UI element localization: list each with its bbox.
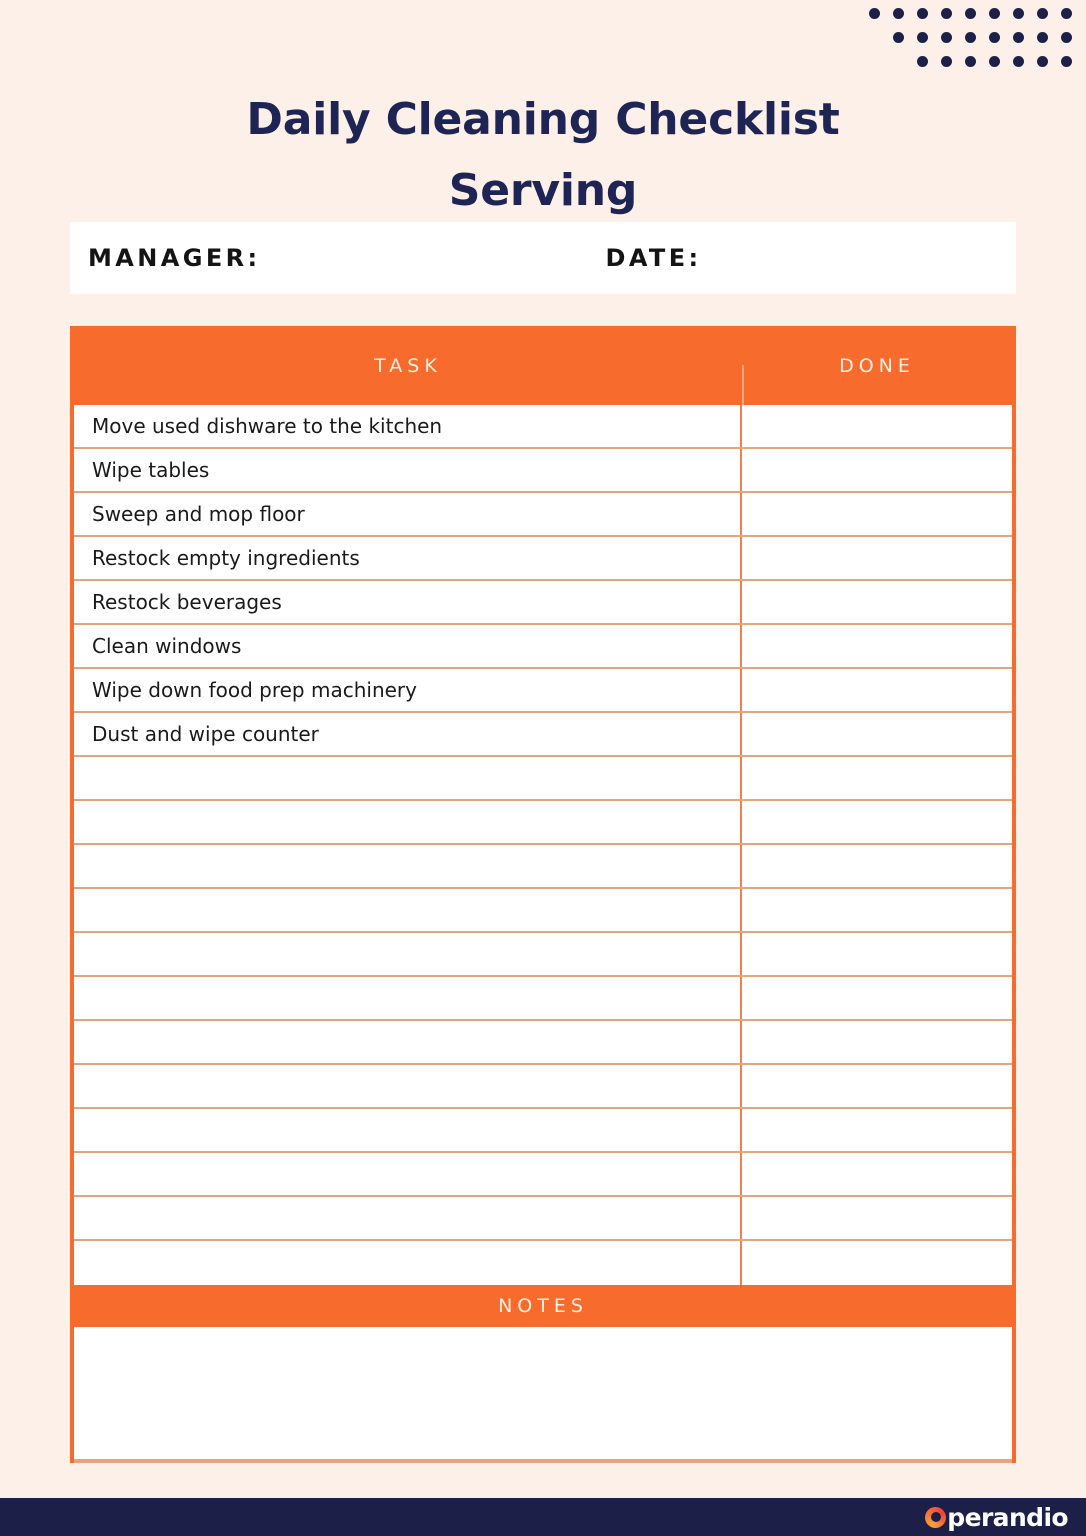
- dot-icon: [989, 56, 1000, 67]
- done-checkbox-cell[interactable]: [740, 1197, 1012, 1239]
- dot-grid-row-3: [917, 56, 1072, 67]
- dot-icon: [1061, 32, 1072, 43]
- table-row: [74, 845, 1012, 889]
- dot-grid-row-1: [869, 8, 1072, 19]
- notes-input-area[interactable]: [74, 1327, 1012, 1463]
- done-checkbox-cell[interactable]: [740, 801, 1012, 843]
- dot-icon: [869, 8, 880, 19]
- done-checkbox-cell[interactable]: [740, 977, 1012, 1019]
- task-cell[interactable]: [74, 845, 740, 887]
- done-checkbox-cell[interactable]: [740, 889, 1012, 931]
- dot-icon: [917, 56, 928, 67]
- task-cell[interactable]: [74, 977, 740, 1019]
- notes-header: NOTES: [74, 1285, 1012, 1327]
- dot-grid-row-2: [893, 32, 1072, 43]
- task-cell[interactable]: [74, 1241, 740, 1285]
- table-row: [74, 713, 1012, 757]
- checklist-rows: [74, 405, 1012, 1285]
- task-cell[interactable]: [74, 1065, 740, 1107]
- column-header-task: TASK: [374, 354, 442, 377]
- dot-icon: [965, 32, 976, 43]
- table-row: [74, 625, 1012, 669]
- header-column-divider: [742, 365, 744, 405]
- task-cell[interactable]: Move used dishware to the kitchen: [92, 414, 443, 438]
- task-cell[interactable]: [74, 801, 740, 843]
- done-checkbox-cell[interactable]: [740, 1153, 1012, 1195]
- task-cell[interactable]: [74, 1109, 740, 1151]
- done-checkbox-cell[interactable]: [740, 1021, 1012, 1063]
- table-row: [74, 977, 1012, 1021]
- table-row: [74, 581, 1012, 625]
- table-header-row: [74, 326, 1012, 405]
- done-checkbox-cell[interactable]: [740, 1109, 1012, 1151]
- manager-label: MANAGER:: [88, 244, 261, 272]
- dot-icon: [941, 8, 952, 19]
- page-title-line-1: Daily Cleaning Checklist: [246, 94, 840, 145]
- table-row: [74, 669, 1012, 713]
- table-row: [74, 933, 1012, 977]
- table-row: [74, 405, 1012, 449]
- done-checkbox-cell[interactable]: [740, 1241, 1012, 1285]
- done-checkbox-cell[interactable]: [740, 537, 1012, 579]
- operandio-logo-text: perandio: [947, 1502, 1068, 1532]
- table-row: [74, 1021, 1012, 1065]
- dot-icon: [1013, 8, 1024, 19]
- dot-icon: [989, 8, 1000, 19]
- table-row: [74, 1241, 1012, 1285]
- done-checkbox-cell[interactable]: [740, 449, 1012, 491]
- dot-grid-decoration: [869, 8, 1072, 67]
- task-cell[interactable]: [74, 933, 740, 975]
- done-checkbox-cell[interactable]: [740, 493, 1012, 535]
- dot-icon: [965, 56, 976, 67]
- task-cell[interactable]: [74, 889, 740, 931]
- task-cell[interactable]: Dust and wipe counter: [92, 722, 319, 746]
- dot-icon: [1013, 56, 1024, 67]
- table-row: [74, 889, 1012, 933]
- task-cell[interactable]: Sweep and mop floor: [92, 502, 305, 526]
- task-cell[interactable]: Restock empty ingredients: [92, 546, 360, 570]
- task-cell[interactable]: [74, 1197, 740, 1239]
- done-checkbox-cell[interactable]: [740, 405, 1012, 447]
- page-footer: [0, 1498, 1086, 1536]
- task-cell[interactable]: [74, 1153, 740, 1195]
- dot-icon: [1061, 56, 1072, 67]
- dot-icon: [965, 8, 976, 19]
- column-header-done: DONE: [839, 354, 915, 377]
- table-row: [74, 801, 1012, 845]
- table-row: [74, 537, 1012, 581]
- dot-icon: [941, 56, 952, 67]
- operandio-logo-mark-icon: [925, 1507, 946, 1528]
- table-row: [74, 493, 1012, 537]
- page-title: [70, 84, 1016, 227]
- table-row: [74, 757, 1012, 801]
- dot-icon: [1061, 8, 1072, 19]
- dot-icon: [1037, 56, 1048, 67]
- dot-icon: [893, 32, 904, 43]
- done-checkbox-cell[interactable]: [740, 757, 1012, 799]
- task-cell[interactable]: [74, 757, 740, 799]
- task-cell[interactable]: Clean windows: [92, 634, 242, 658]
- dot-icon: [1013, 32, 1024, 43]
- page-title-line-2: Serving: [448, 165, 638, 217]
- done-checkbox-cell[interactable]: [740, 625, 1012, 667]
- table-row: [74, 449, 1012, 493]
- table-row: [74, 1109, 1012, 1153]
- done-checkbox-cell[interactable]: [740, 581, 1012, 623]
- done-checkbox-cell[interactable]: [740, 669, 1012, 711]
- done-checkbox-cell[interactable]: [740, 713, 1012, 755]
- dot-icon: [989, 32, 1000, 43]
- task-cell[interactable]: Restock beverages: [92, 590, 282, 614]
- dot-icon: [893, 8, 904, 19]
- task-cell[interactable]: [74, 1021, 740, 1063]
- meta-band: [70, 222, 1016, 294]
- dot-icon: [1037, 8, 1048, 19]
- dot-icon: [917, 8, 928, 19]
- task-cell[interactable]: Wipe down food prep machinery: [92, 678, 417, 702]
- done-checkbox-cell[interactable]: [740, 933, 1012, 975]
- date-label: DATE:: [605, 244, 702, 272]
- dot-icon: [941, 32, 952, 43]
- dot-icon: [917, 32, 928, 43]
- table-row: [74, 1197, 1012, 1241]
- done-checkbox-cell[interactable]: [740, 845, 1012, 887]
- table-row: [74, 1065, 1012, 1109]
- checklist-table: [70, 326, 1016, 1463]
- dot-icon: [1037, 32, 1048, 43]
- operandio-logo: [925, 1503, 1068, 1532]
- done-checkbox-cell[interactable]: [740, 1065, 1012, 1107]
- table-row: [74, 1153, 1012, 1197]
- task-cell[interactable]: Wipe tables: [92, 458, 210, 482]
